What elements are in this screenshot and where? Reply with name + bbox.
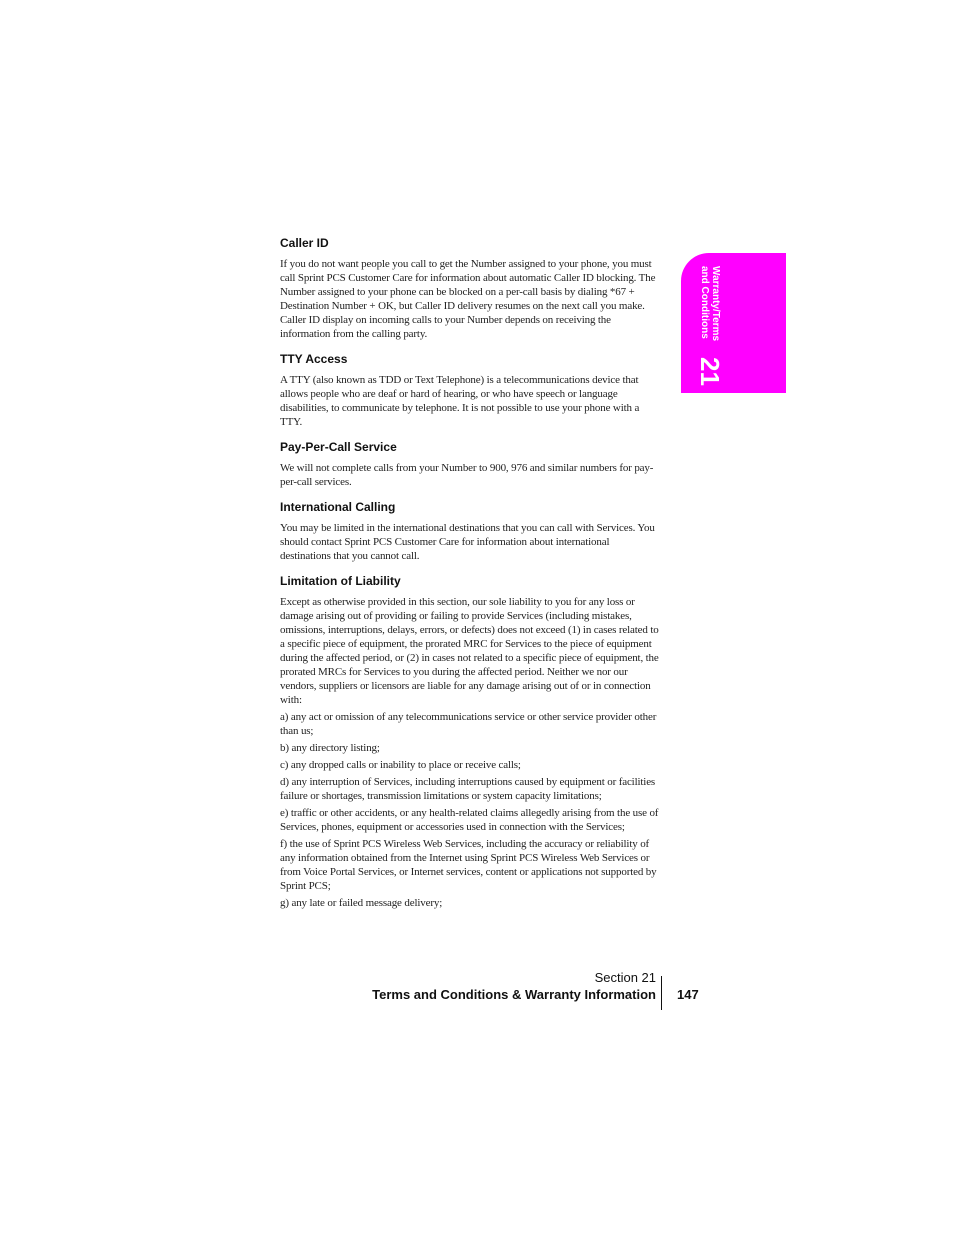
page-content xyxy=(280,236,662,921)
list-item: c) any dropped calls or inability to place or receive calls; xyxy=(280,759,521,771)
section-heading: Caller ID xyxy=(280,236,329,250)
section-heading: Limitation of Liability xyxy=(280,574,401,588)
section-international-calling xyxy=(280,500,662,563)
section-body: We will not complete calls from your Number to 900, 976 and similar numbers for pay-per-call services. xyxy=(280,462,654,488)
footer-title: Terms and Conditions & Warranty Information xyxy=(372,987,656,1002)
footer-section-label: Section 21 xyxy=(594,970,656,985)
footer-divider xyxy=(661,976,662,1010)
section-tty-access xyxy=(280,352,662,429)
section-tab-title-line2: and Conditions xyxy=(699,266,710,339)
section-body: A TTY (also known as TDD or Text Telephone) is a telecommunications device that allows people who are deaf or hard of hearing, or who have speech or language disabilities, to communicate by telephone. It is not possible to use your phone with a TTY. xyxy=(280,374,640,428)
section-tab-title xyxy=(697,266,721,346)
section-body: You may be limited in the international destinations that you can call with Services. You should contact Sprint PCS Customer Care for information about international destinations that you cannot call. xyxy=(280,522,655,562)
list-item: e) traffic or other accidents, or any health-related claims allegedly arising from the use of Services, phones, equipment or accessories used in connection with the Services; xyxy=(280,807,659,833)
section-heading: International Calling xyxy=(280,500,396,514)
list-item: b) any directory listing; xyxy=(280,742,380,754)
list-item: g) any late or failed message delivery; xyxy=(280,897,443,909)
page-number: 147 xyxy=(677,987,699,1002)
section-limitation-of-liability xyxy=(280,574,662,910)
list-item: a) any act or omission of any telecommunications service or other service provider other than us; xyxy=(280,711,657,737)
section-pay-per-call xyxy=(280,440,662,489)
list-item: f) the use of Sprint PCS Wireless Web Services, including the accuracy or reliability of any information obtained from the Internet using Sprint PCS Wireless Web Services or from Voice Portal Services, or Internet services, content or applications not supported by Sprint PCS; xyxy=(280,838,657,892)
section-tab-title-line1: Warranty/Terms xyxy=(710,266,721,342)
section-caller-id xyxy=(280,236,662,341)
list-item: d) any interruption of Services, including interruptions caused by equipment or facilities failure or shortages, transmission limitations or system capacity limitations; xyxy=(280,776,656,802)
section-tab-number: 21 xyxy=(695,357,725,386)
section-body: Except as otherwise provided in this section, our sole liability to you for any loss or damage arising out of providing or failing to provide Services (including mistakes, omissions, interruptions, delays, errors, or defects) does not exceed (1) in cases related to a specific piece of equipment, the prorated MRC for Services to the piece of equipment during the affected period, or (2) in cases not related to a specific piece of equipment, the prorated MRCs for Services to you during the affected period. Neither we nor our vendors, suppliers or licensors are liable for any damage arising out of or in connection with: xyxy=(280,596,659,706)
section-body: If you do not want people you call to get the Number assigned to your phone, you must call Sprint PCS Customer Care for information about automatic Caller ID blocking. The Number assigned to your phone can be blocked on a per-call basis by dialing *67 + Destination Number + OK, but Caller ID delivery resumes on the next call you make. Caller ID display on incoming calls to your Number depends on receiving the information from the calling party. xyxy=(280,258,656,340)
section-heading: TTY Access xyxy=(280,352,348,366)
section-heading: Pay-Per-Call Service xyxy=(280,440,397,454)
